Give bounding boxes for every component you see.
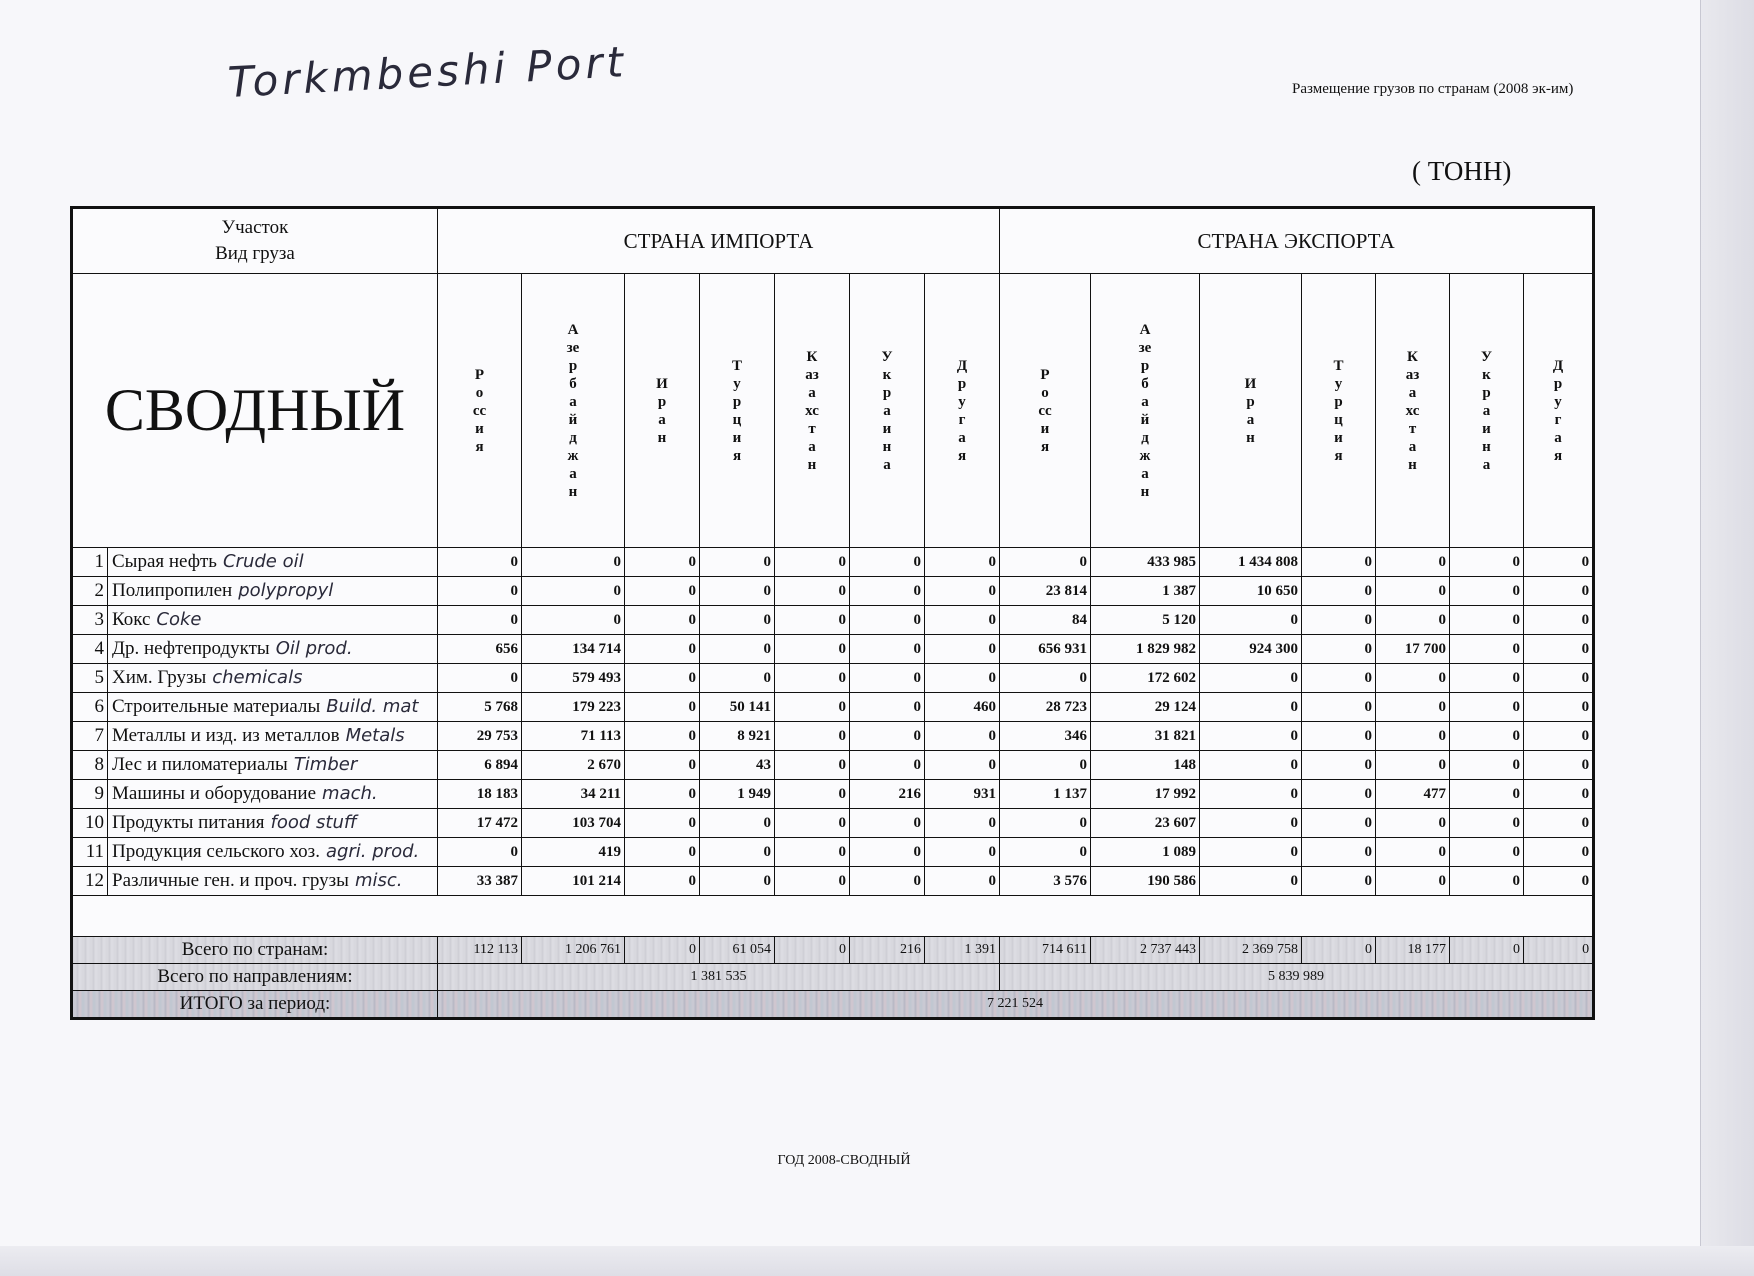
export-value: 0 — [1302, 635, 1376, 664]
import-value: 0 — [850, 809, 925, 838]
export-value: 0 — [1450, 780, 1524, 809]
import-country-header — [625, 274, 700, 548]
export-value: 28 723 — [1000, 693, 1091, 722]
import-value: 0 — [625, 867, 700, 896]
import-value: 33 387 — [438, 867, 522, 896]
import-value: 0 — [925, 606, 1000, 635]
export-value: 0 — [1302, 548, 1376, 577]
export-value: 5 120 — [1091, 606, 1200, 635]
export-country-header — [1200, 274, 1302, 548]
row-number: 8 — [72, 751, 108, 780]
export-value: 1 829 982 — [1091, 635, 1200, 664]
cargo-type-name: Металлы и изд. из металлов — [112, 725, 340, 746]
cargo-type-cell — [108, 664, 438, 693]
export-value: 148 — [1091, 751, 1200, 780]
export-value: 0 — [1302, 577, 1376, 606]
cargo-type-name: Различные ген. и проч. грузы — [112, 870, 349, 891]
handwritten-translation: chemicals — [212, 667, 303, 688]
row-number: 10 — [72, 809, 108, 838]
import-value: 0 — [850, 577, 925, 606]
import-direction-total: 1 381 535 — [438, 964, 1000, 991]
import-value: 0 — [775, 693, 850, 722]
import-value: 0 — [625, 809, 700, 838]
import-country-header-label: Иран — [656, 375, 668, 446]
handwritten-title: Torkmbeshi Port — [226, 37, 629, 107]
export-total-value: 0 — [1450, 937, 1524, 964]
import-value: 0 — [438, 548, 522, 577]
row-number: 2 — [72, 577, 108, 606]
corner-header-line2: Вид груза — [215, 243, 295, 264]
row-number: 4 — [72, 635, 108, 664]
import-country-header — [438, 274, 522, 548]
import-value: 0 — [775, 838, 850, 867]
import-value: 101 214 — [522, 867, 625, 896]
row-number: 5 — [72, 664, 108, 693]
summary-label: СВОДНЫЙ — [72, 274, 438, 548]
export-country-header-label: Россия — [1038, 366, 1052, 455]
import-value: 0 — [438, 606, 522, 635]
export-value: 0 — [1524, 838, 1594, 867]
export-value: 0 — [1524, 606, 1594, 635]
export-value: 1 089 — [1091, 838, 1200, 867]
export-value: 0 — [1376, 693, 1450, 722]
cargo-type-name: Кокс — [112, 609, 151, 630]
units-label: ( ТОНН) — [1412, 156, 1512, 186]
export-value: 0 — [1450, 548, 1524, 577]
export-value: 0 — [1200, 722, 1302, 751]
cargo-type-name: Хим. Грузы — [112, 667, 207, 688]
export-value: 0 — [1302, 780, 1376, 809]
row-number: 6 — [72, 693, 108, 722]
export-value: 172 602 — [1091, 664, 1200, 693]
corner-header-line1: Участок — [221, 217, 289, 238]
export-value: 0 — [1000, 548, 1091, 577]
import-value: 0 — [700, 635, 775, 664]
import-value: 0 — [625, 751, 700, 780]
export-value: 0 — [1450, 838, 1524, 867]
export-total-value: 2 369 758 — [1200, 937, 1302, 964]
export-value: 0 — [1524, 751, 1594, 780]
export-value: 10 650 — [1200, 577, 1302, 606]
import-value: 0 — [850, 693, 925, 722]
table-row — [72, 606, 1594, 635]
totals-by-country-label: Всего по странам: — [72, 937, 438, 964]
cargo-type-name: Машины и оборудование — [112, 783, 317, 804]
export-total-value: 2 737 443 — [1091, 937, 1200, 964]
row-number: 3 — [72, 606, 108, 635]
table-row — [72, 722, 1594, 751]
handwritten-translation: Crude oil — [222, 551, 304, 572]
handwritten-translation: Timber — [293, 754, 358, 775]
export-total-value: 18 177 — [1376, 937, 1450, 964]
import-value: 579 493 — [522, 664, 625, 693]
export-header: СТРАНА ЭКСПОРТА — [1000, 208, 1594, 274]
export-value: 0 — [1376, 751, 1450, 780]
export-country-header — [1376, 274, 1450, 548]
export-value: 23 607 — [1091, 809, 1200, 838]
import-total-value: 0 — [775, 937, 850, 964]
import-value: 0 — [925, 809, 1000, 838]
table-row — [72, 693, 1594, 722]
import-value: 134 714 — [522, 635, 625, 664]
export-value: 0 — [1000, 664, 1091, 693]
export-value: 17 992 — [1091, 780, 1200, 809]
export-value: 0 — [1524, 722, 1594, 751]
corner-header — [72, 208, 438, 274]
import-value: 0 — [775, 867, 850, 896]
table-row — [72, 838, 1594, 867]
export-value: 0 — [1376, 867, 1450, 896]
export-value: 0 — [1200, 751, 1302, 780]
import-value: 0 — [850, 722, 925, 751]
export-value: 1 137 — [1000, 780, 1091, 809]
import-country-header — [522, 274, 625, 548]
import-value: 103 704 — [522, 809, 625, 838]
import-value: 0 — [775, 809, 850, 838]
handwritten-translation: Oil prod. — [275, 638, 353, 659]
export-country-header-label: Азербайджан — [1138, 321, 1152, 500]
import-value: 0 — [925, 867, 1000, 896]
import-value: 0 — [438, 838, 522, 867]
export-value: 656 931 — [1000, 635, 1091, 664]
export-value: 0 — [1450, 606, 1524, 635]
page-footer: ГОД 2008-СВОДНЫЙ — [777, 1153, 911, 1168]
import-total-value: 61 054 — [700, 937, 775, 964]
export-value: 0 — [1200, 693, 1302, 722]
export-value: 1 387 — [1091, 577, 1200, 606]
import-value: 0 — [625, 664, 700, 693]
export-value: 0 — [1450, 635, 1524, 664]
import-country-header — [850, 274, 925, 548]
export-value: 0 — [1302, 722, 1376, 751]
export-value: 0 — [1376, 577, 1450, 606]
import-value: 0 — [700, 664, 775, 693]
handwritten-translation: Metals — [345, 725, 405, 746]
row-number: 1 — [72, 548, 108, 577]
import-total-value: 1 391 — [925, 937, 1000, 964]
import-value: 2 670 — [522, 751, 625, 780]
import-value: 0 — [522, 577, 625, 606]
export-value: 0 — [1376, 664, 1450, 693]
export-value: 0 — [1000, 838, 1091, 867]
import-value: 0 — [438, 664, 522, 693]
import-value: 6 894 — [438, 751, 522, 780]
cargo-type-name: Продукты питания — [112, 812, 265, 833]
import-value: 34 211 — [522, 780, 625, 809]
export-value: 0 — [1376, 606, 1450, 635]
import-value: 0 — [775, 548, 850, 577]
export-value: 0 — [1450, 809, 1524, 838]
export-direction-total: 5 839 989 — [1000, 964, 1594, 991]
export-value: 346 — [1000, 722, 1091, 751]
period-total-row — [72, 991, 1594, 1019]
cargo-type-cell — [108, 577, 438, 606]
cargo-type-cell — [108, 722, 438, 751]
import-country-header-label: Турция — [731, 357, 742, 464]
export-value: 0 — [1524, 867, 1594, 896]
row-number: 12 — [72, 867, 108, 896]
export-value: 0 — [1000, 751, 1091, 780]
row-number: 9 — [72, 780, 108, 809]
import-value: 0 — [700, 809, 775, 838]
import-value: 0 — [925, 664, 1000, 693]
cargo-type-name: Полипропилен — [112, 580, 233, 601]
totals-by-direction-label: Всего по направлениям: — [72, 964, 438, 991]
import-value: 0 — [850, 838, 925, 867]
export-value: 0 — [1524, 635, 1594, 664]
import-country-header — [700, 274, 775, 548]
import-value: 29 753 — [438, 722, 522, 751]
import-value: 0 — [522, 606, 625, 635]
cargo-type-name: Др. нефтепродукты — [112, 638, 270, 659]
export-country-header-label: Другая — [1552, 357, 1564, 464]
import-country-header-label: Россия — [472, 366, 487, 455]
import-total-value: 0 — [625, 937, 700, 964]
import-value: 0 — [700, 838, 775, 867]
export-value: 0 — [1302, 664, 1376, 693]
cargo-type-name: Строительные материалы — [112, 696, 321, 717]
export-value: 3 576 — [1000, 867, 1091, 896]
export-country-header-label: Иран — [1244, 375, 1257, 446]
import-value: 1 949 — [700, 780, 775, 809]
import-value: 0 — [850, 606, 925, 635]
import-value: 50 141 — [700, 693, 775, 722]
import-header: СТРАНА ИМПОРТА — [438, 208, 1000, 274]
export-value: 0 — [1302, 693, 1376, 722]
import-value: 0 — [925, 722, 1000, 751]
export-country-header — [1450, 274, 1524, 548]
import-value: 0 — [850, 751, 925, 780]
import-value: 179 223 — [522, 693, 625, 722]
import-value: 0 — [438, 577, 522, 606]
import-value: 0 — [850, 664, 925, 693]
import-value: 0 — [625, 780, 700, 809]
export-value: 0 — [1524, 664, 1594, 693]
import-value: 17 472 — [438, 809, 522, 838]
export-value: 0 — [1524, 809, 1594, 838]
import-value: 460 — [925, 693, 1000, 722]
export-country-header-label: Турция — [1333, 357, 1344, 464]
period-total-value: 7 221 524 — [438, 991, 1594, 1019]
table-row — [72, 548, 1594, 577]
export-value: 0 — [1200, 867, 1302, 896]
export-value: 1 434 808 — [1200, 548, 1302, 577]
import-value: 0 — [850, 867, 925, 896]
handwritten-translation: agri. prod. — [325, 841, 420, 862]
import-value: 0 — [775, 664, 850, 693]
handwritten-translation: food stuff — [270, 812, 357, 833]
import-country-header-label: Казахстан — [805, 348, 819, 473]
export-value: 0 — [1524, 548, 1594, 577]
export-country-header-label: Казахстан — [1405, 348, 1420, 473]
cargo-type-cell — [108, 693, 438, 722]
page-edge — [1700, 0, 1754, 1276]
import-value: 0 — [625, 606, 700, 635]
cargo-type-cell — [108, 838, 438, 867]
table-row — [72, 635, 1594, 664]
import-value: 419 — [522, 838, 625, 867]
import-value: 43 — [700, 751, 775, 780]
export-value: 0 — [1302, 838, 1376, 867]
export-value: 0 — [1450, 722, 1524, 751]
import-total-value: 216 — [850, 937, 925, 964]
import-value: 0 — [925, 635, 1000, 664]
export-value: 23 814 — [1000, 577, 1091, 606]
table-row — [72, 867, 1594, 896]
cargo-type-name: Продукция сельского хоз. — [112, 841, 320, 862]
import-value: 216 — [850, 780, 925, 809]
export-value: 0 — [1302, 606, 1376, 635]
export-value: 0 — [1450, 664, 1524, 693]
spacer-row — [72, 896, 1594, 937]
import-value: 0 — [625, 548, 700, 577]
handwritten-translation: misc. — [354, 870, 403, 891]
import-total-value: 1 206 761 — [522, 937, 625, 964]
table-row — [72, 809, 1594, 838]
cargo-type-cell — [108, 635, 438, 664]
table-row — [72, 751, 1594, 780]
export-value: 477 — [1376, 780, 1450, 809]
export-value: 0 — [1200, 606, 1302, 635]
export-value: 0 — [1200, 809, 1302, 838]
cargo-type-cell — [108, 780, 438, 809]
cargo-type-cell — [108, 809, 438, 838]
export-country-header — [1091, 274, 1200, 548]
import-value: 0 — [625, 693, 700, 722]
cargo-type-name: Лес и пиломатериалы — [112, 754, 288, 775]
import-value: 0 — [522, 548, 625, 577]
handwritten-translation: Build. mat — [326, 696, 419, 717]
handwritten-translation: mach. — [322, 783, 378, 804]
import-value: 0 — [625, 577, 700, 606]
row-number: 7 — [72, 722, 108, 751]
import-value: 0 — [700, 606, 775, 635]
import-country-header-label: Азербайджан — [566, 321, 580, 500]
handwritten-translation: polypropyl — [238, 580, 334, 601]
export-value: 0 — [1450, 867, 1524, 896]
import-value: 8 921 — [700, 722, 775, 751]
export-value: 0 — [1450, 751, 1524, 780]
export-country-header — [1524, 274, 1594, 548]
export-total-value: 714 611 — [1000, 937, 1091, 964]
import-value: 931 — [925, 780, 1000, 809]
export-country-header — [1000, 274, 1091, 548]
import-value: 0 — [625, 635, 700, 664]
import-value: 0 — [775, 722, 850, 751]
period-total-label: ИТОГО за период: — [72, 991, 438, 1019]
import-country-header — [925, 274, 1000, 548]
page-bottom-edge — [0, 1246, 1754, 1276]
import-value: 0 — [775, 780, 850, 809]
import-value: 0 — [700, 548, 775, 577]
export-value: 0 — [1524, 693, 1594, 722]
cargo-type-cell — [108, 751, 438, 780]
import-value: 0 — [850, 548, 925, 577]
import-value: 0 — [925, 751, 1000, 780]
table-row — [72, 577, 1594, 606]
row-number: 11 — [72, 838, 108, 867]
cargo-type-cell — [108, 867, 438, 896]
table-row — [72, 664, 1594, 693]
cargo-type-cell — [108, 548, 438, 577]
import-value: 0 — [700, 867, 775, 896]
import-total-value: 112 113 — [438, 937, 522, 964]
import-value: 0 — [850, 635, 925, 664]
export-value: 0 — [1302, 809, 1376, 838]
import-value: 0 — [775, 751, 850, 780]
totals-by-country-row — [72, 937, 1594, 964]
export-value: 0 — [1302, 751, 1376, 780]
export-value: 0 — [1000, 809, 1091, 838]
export-total-value: 0 — [1302, 937, 1376, 964]
export-value: 0 — [1524, 577, 1594, 606]
export-value: 31 821 — [1091, 722, 1200, 751]
cargo-type-name: Сырая нефть — [112, 551, 217, 572]
import-value: 0 — [925, 577, 1000, 606]
export-value: 0 — [1376, 722, 1450, 751]
import-value: 0 — [700, 577, 775, 606]
export-value: 84 — [1000, 606, 1091, 635]
import-country-header-label: Другая — [956, 357, 968, 464]
export-total-value: 0 — [1524, 937, 1594, 964]
cargo-table — [70, 206, 1595, 1020]
export-value: 924 300 — [1200, 635, 1302, 664]
totals-by-direction-row — [72, 964, 1594, 991]
export-country-header — [1302, 274, 1376, 548]
import-value: 0 — [775, 635, 850, 664]
export-value: 0 — [1200, 664, 1302, 693]
document-subtitle: Размещение грузов по странам (2008 эк-им) — [1292, 81, 1574, 97]
export-value: 0 — [1376, 838, 1450, 867]
export-value: 17 700 — [1376, 635, 1450, 664]
cargo-type-cell — [108, 606, 438, 635]
import-value: 656 — [438, 635, 522, 664]
import-value: 0 — [775, 577, 850, 606]
export-value: 0 — [1450, 577, 1524, 606]
export-value: 0 — [1200, 838, 1302, 867]
export-value: 0 — [1302, 867, 1376, 896]
export-value: 0 — [1376, 809, 1450, 838]
import-value: 0 — [925, 838, 1000, 867]
export-value: 29 124 — [1091, 693, 1200, 722]
import-value: 0 — [625, 838, 700, 867]
import-value: 18 183 — [438, 780, 522, 809]
import-value: 5 768 — [438, 693, 522, 722]
import-country-header-label: Украина — [881, 348, 893, 473]
export-value: 433 985 — [1091, 548, 1200, 577]
export-value: 0 — [1376, 548, 1450, 577]
spacer-cell — [72, 896, 1594, 937]
table-row — [72, 780, 1594, 809]
import-value: 0 — [925, 548, 1000, 577]
handwritten-translation: Coke — [156, 609, 202, 630]
import-value: 0 — [775, 606, 850, 635]
export-value: 0 — [1524, 780, 1594, 809]
import-value: 71 113 — [522, 722, 625, 751]
export-value: 190 586 — [1091, 867, 1200, 896]
export-value: 0 — [1200, 780, 1302, 809]
import-country-header — [775, 274, 850, 548]
import-value: 0 — [625, 722, 700, 751]
export-value: 0 — [1450, 693, 1524, 722]
export-country-header-label: Украина — [1480, 348, 1492, 473]
